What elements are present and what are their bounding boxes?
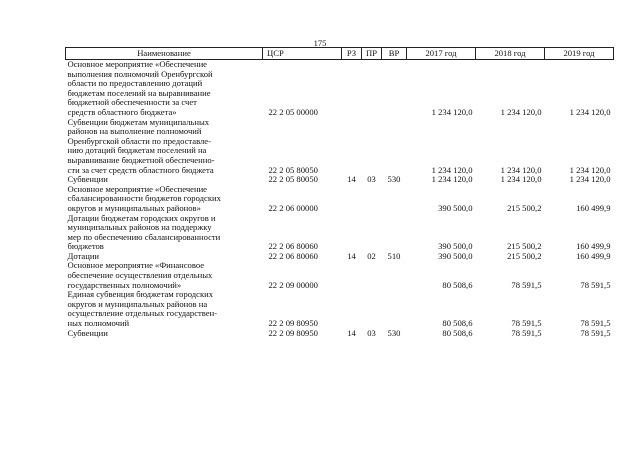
row-pr xyxy=(362,118,382,176)
row-name-line: нию дотаций бюджетам поселений на xyxy=(67,145,207,156)
row-csr: 22 2 05 80050 xyxy=(268,164,318,175)
table-row xyxy=(66,118,614,176)
row-vr xyxy=(382,261,407,290)
row-value-2017: 1 234 120,0 xyxy=(431,164,473,175)
row-name xyxy=(66,60,263,118)
row-pr xyxy=(362,290,382,328)
row-vr xyxy=(382,290,407,328)
row-name xyxy=(66,214,263,252)
row-name-line: Единая субвенция бюджетам городских xyxy=(67,289,214,300)
row-name-line: бюджетной обеспеченности за счет xyxy=(67,97,197,108)
row-value-2017: 390 500,0 xyxy=(438,241,473,252)
row-name-line: районов на выполнение полномочий xyxy=(67,126,202,137)
row-name-line: осуществление отдельных государствен- xyxy=(67,308,218,319)
header-csr: ЦСР xyxy=(263,48,342,60)
row-csr: 22 2 06 00000 xyxy=(268,202,318,213)
row-value-2017: 80 508,6 xyxy=(442,318,473,329)
row-value-2017: 390 500,0 xyxy=(438,202,473,213)
header-vr: ВР xyxy=(382,48,407,60)
row-rz xyxy=(342,118,362,176)
row-value-2019: 160 499,9 xyxy=(576,202,611,213)
row-name-line: Основное мероприятие «Обеспечение xyxy=(67,183,208,194)
row-name-line: государственных полномочий» xyxy=(67,279,182,290)
row-name-line: Оренбургской области по предоставле- xyxy=(67,135,211,146)
row-value-2018: 78 591,5 xyxy=(511,318,542,329)
row-vr: 530 xyxy=(387,327,401,338)
row-rz xyxy=(342,60,362,118)
row-value-2017: 1 234 120,0 xyxy=(431,174,473,185)
row-value-2018: 78 591,5 xyxy=(511,279,542,290)
row-csr: 22 2 09 80950 xyxy=(268,318,318,329)
row-name xyxy=(66,290,263,328)
row-name-line: ных полномочий xyxy=(67,318,130,329)
header-2017: 2017 год xyxy=(407,48,476,60)
row-value-2019: 1 234 120,0 xyxy=(569,174,611,185)
table-row xyxy=(66,214,614,252)
row-value-2019: 78 591,5 xyxy=(580,279,611,290)
header-name: Наименование xyxy=(66,48,263,60)
row-csr: 22 2 06 80060 xyxy=(268,250,318,261)
row-value-2018: 215 500,2 xyxy=(507,250,542,261)
row-rz: 14 xyxy=(347,327,356,338)
header-2018: 2018 год xyxy=(476,48,545,60)
header-rz: РЗ xyxy=(342,48,362,60)
row-name-line: Дотации бюджетам городских округов и xyxy=(67,212,216,223)
table-header-row xyxy=(66,48,614,60)
row-name-line: Субвенции xyxy=(67,327,108,338)
row-name-line: Субвенции xyxy=(67,174,108,185)
row-rz xyxy=(342,261,362,290)
row-name-line: мер по обеспечению сбалансированности xyxy=(67,231,221,242)
row-pr: 03 xyxy=(367,327,376,338)
page-number: 175 xyxy=(313,38,327,48)
row-value-2018: 1 234 120,0 xyxy=(500,106,542,117)
row-pr xyxy=(362,261,382,290)
row-pr xyxy=(362,214,382,252)
budget-table xyxy=(65,47,614,338)
row-value-2017: 390 500,0 xyxy=(438,250,473,261)
row-name xyxy=(66,118,263,176)
row-name-line: муниципальных районов на поддержку xyxy=(67,222,212,233)
row-name-line: Субвенции бюджетам муниципальных xyxy=(67,116,210,127)
row-vr xyxy=(382,185,407,214)
row-value-2017: 1 234 120,0 xyxy=(431,106,473,117)
row-name-line: округов и муниципальных районов на xyxy=(67,298,208,309)
row-name-line: выравнивание бюджетной обеспеченно- xyxy=(67,154,215,165)
row-name-line: бюджетов xyxy=(67,241,104,252)
row-rz xyxy=(342,290,362,328)
row-value-2018: 1 234 120,0 xyxy=(500,164,542,175)
header-pr: ПР xyxy=(362,48,382,60)
row-rz: 14 xyxy=(347,250,356,261)
row-name-line: округов и муниципальных районов» xyxy=(67,202,201,213)
row-value-2019: 160 499,9 xyxy=(576,241,611,252)
row-value-2019: 1 234 120,0 xyxy=(569,106,611,117)
row-name-line: Основное мероприятие «Финансовое xyxy=(67,260,205,271)
header-2019: 2019 год xyxy=(545,48,614,60)
table-row xyxy=(66,261,614,290)
row-name-line: области по предоставлению дотаций xyxy=(67,78,203,89)
row-rz: 14 xyxy=(347,174,356,185)
row-name-line: выполнения полномочий Оренбургской xyxy=(67,68,213,79)
row-name-line: Дотации xyxy=(67,250,100,261)
row-pr xyxy=(362,185,382,214)
row-value-2018: 215 500,2 xyxy=(507,202,542,213)
row-pr xyxy=(362,60,382,118)
row-pr: 02 xyxy=(367,250,376,261)
row-rz xyxy=(342,185,362,214)
row-value-2019: 78 591,5 xyxy=(580,318,611,329)
table-row xyxy=(66,329,614,339)
table-body xyxy=(66,60,614,339)
row-name xyxy=(66,261,263,290)
row-value-2018: 1 234 120,0 xyxy=(500,174,542,185)
row-value-2019: 160 499,9 xyxy=(576,250,611,261)
row-pr: 03 xyxy=(367,174,376,185)
table-row xyxy=(66,290,614,328)
row-name-line: сбалансированности бюджетов городских xyxy=(67,193,221,204)
row-name-line: средств областного бюджета» xyxy=(67,106,177,117)
row-rz xyxy=(342,214,362,252)
row-value-2019: 78 591,5 xyxy=(580,327,611,338)
row-name-line: сти за счет средств областного бюджета xyxy=(67,164,214,175)
row-csr: 22 2 09 80950 xyxy=(268,327,318,338)
row-value-2019: 1 234 120,0 xyxy=(569,164,611,175)
row-name-line: обеспечение осуществления отдельных xyxy=(67,270,213,281)
row-value-2017: 80 508,6 xyxy=(442,279,473,290)
row-csr: 22 2 05 00000 xyxy=(268,106,318,117)
row-name xyxy=(66,329,263,339)
row-vr xyxy=(382,60,407,118)
table-row xyxy=(66,185,614,214)
table-row xyxy=(66,60,614,118)
row-name-line: бюджетам поселений на выравнивание xyxy=(67,87,211,98)
row-csr: 22 2 05 80050 xyxy=(268,174,318,185)
row-value-2018: 215 500,2 xyxy=(507,241,542,252)
budget-table-container xyxy=(65,47,613,338)
row-vr xyxy=(382,118,407,176)
row-vr xyxy=(382,214,407,252)
row-csr: 22 2 09 00000 xyxy=(268,279,318,290)
row-value-2017: 80 508,6 xyxy=(442,327,473,338)
row-csr: 22 2 06 80060 xyxy=(268,241,318,252)
row-name xyxy=(66,185,263,214)
row-vr: 530 xyxy=(387,174,401,185)
row-vr: 510 xyxy=(387,250,401,261)
row-name-line: Основное мероприятие «Обеспечение xyxy=(67,59,208,69)
row-value-2018: 78 591,5 xyxy=(511,327,542,338)
